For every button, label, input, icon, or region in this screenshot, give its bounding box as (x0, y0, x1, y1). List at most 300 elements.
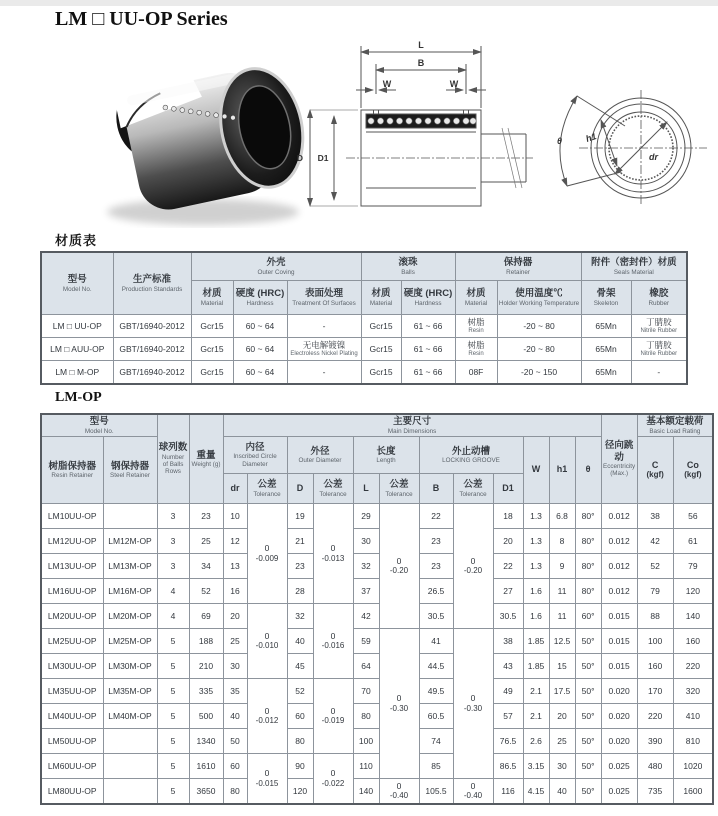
table-cell: - (287, 315, 361, 338)
table-cell: 0.020 (601, 704, 637, 729)
table-cell: -20 ~ 80 (497, 315, 581, 338)
table-cell: 116 (493, 779, 523, 805)
table-cell: LM □ M-OP (41, 361, 113, 385)
col-header-B: B (419, 474, 453, 504)
table-cell: 80 (353, 704, 379, 729)
table-row (41, 315, 687, 338)
table-cell: LM60UU-OP (41, 754, 103, 779)
table-cell: Gcr15 (191, 315, 233, 338)
table-cell: 5 (157, 679, 189, 704)
table-cell: 80° (575, 529, 601, 554)
table-cell: 19 (287, 504, 313, 529)
dim-label-D1: D1 (317, 153, 329, 163)
table-row (41, 529, 713, 554)
table-cell: 65Mn (581, 315, 631, 338)
table-cell: LM12UU-OP (41, 529, 103, 554)
table-cell: 49 (493, 679, 523, 704)
table-cell: LM16UU-OP (41, 579, 103, 604)
table-cell: 0 -0.20 (379, 504, 419, 629)
table-cell: 90 (287, 754, 313, 779)
col-header-skeleton: 骨架 Skeleton (581, 281, 631, 315)
col-header-surface: 表面处理 Treatment Of Surfaces (287, 281, 361, 315)
table-cell: Gcr15 (361, 361, 401, 385)
dim-label-W-left: W (382, 79, 392, 89)
table-cell: 52 (189, 579, 223, 604)
table-cell: 23 (419, 529, 453, 554)
table-cell: 61 ~ 66 (401, 338, 455, 361)
table-cell: 22 (419, 504, 453, 529)
col-header-resin-retainer: 树脂保持器 Resin Retainer (41, 437, 103, 504)
table-cell: 0 -0.40 (453, 779, 493, 805)
col-header-L-tolerance: 公差 Tolerance (379, 474, 419, 504)
page-top-edge (0, 0, 718, 6)
table-cell: 25 (223, 629, 247, 654)
table-cell: - (631, 361, 687, 385)
table-cell: 0 -0.30 (453, 629, 493, 779)
table-cell: -20 ~ 80 (497, 338, 581, 361)
table-cell: 2.1 (523, 704, 549, 729)
table-cell: 61 ~ 66 (401, 361, 455, 385)
table-cell: 1.3 (523, 554, 549, 579)
col-header-h1: h1 (549, 437, 575, 504)
table-cell: 220 (637, 704, 673, 729)
table-cell: 0.012 (601, 554, 637, 579)
col-header-dr-tolerance: 公差 Tolerance (247, 474, 287, 504)
photo-shadow (107, 199, 299, 225)
table-cell: 1600 (673, 779, 713, 805)
table-cell: 4 (157, 579, 189, 604)
table-row (41, 754, 713, 779)
table-cell: 26.5 (419, 579, 453, 604)
table-cell: 79 (673, 554, 713, 579)
table-cell: GBT/16940-2012 (113, 338, 191, 361)
table-cell: 37 (353, 579, 379, 604)
table-cell: 0.020 (601, 679, 637, 704)
col-header-C: C (kgf) (637, 437, 673, 504)
table-cell: 5 (157, 779, 189, 805)
table-cell: 6.8 (549, 504, 575, 529)
col-group-locking-groove: 外止动槽 LOCKING GROOVE (419, 437, 523, 474)
table-cell: 29 (353, 504, 379, 529)
table-cell: 59 (353, 629, 379, 654)
table-cell: 30 (223, 654, 247, 679)
table-cell: 3.15 (523, 754, 549, 779)
col-header-ball-hardness: 硬度 (HRC) Hardness (401, 281, 455, 315)
table-cell: 60 ~ 64 (233, 361, 287, 385)
table-cell: 120 (287, 779, 313, 805)
table-cell: 0 -0.20 (453, 504, 493, 629)
table-cell: 60 ~ 64 (233, 315, 287, 338)
dim-label-h1: h1 (584, 131, 598, 144)
table-row (41, 729, 713, 754)
col-group-seals: 附件（密封件）材质 Seals Material (581, 252, 687, 281)
table-cell: 32 (287, 604, 313, 629)
table-cell: LM80UU-OP (41, 779, 103, 805)
table-cell: 170 (637, 679, 673, 704)
table-cell: 80 (223, 779, 247, 805)
table-cell: 85 (419, 754, 453, 779)
table-cell: 0 -0.016 (313, 604, 353, 679)
side-view-drawing (288, 38, 543, 228)
table-cell: 5 (157, 654, 189, 679)
table-cell: 34 (189, 554, 223, 579)
table-cell: 60° (575, 604, 601, 629)
table-cell: 320 (673, 679, 713, 704)
table-cell: 20 (549, 704, 575, 729)
table-cell: 1340 (189, 729, 223, 754)
table-cell: 0.012 (601, 504, 637, 529)
table-cell: 树脂 Resin (455, 315, 497, 338)
table-cell: 3 (157, 554, 189, 579)
table-cell: LM16M-OP (103, 579, 157, 604)
table-cell: LM30M-OP (103, 654, 157, 679)
table-cell: LM12M-OP (103, 529, 157, 554)
table-cell: 50° (575, 754, 601, 779)
table-cell: LM13UU-OP (41, 554, 103, 579)
table-cell: 树脂 Resin (455, 338, 497, 361)
table-cell: 44.5 (419, 654, 453, 679)
table-cell: 21 (287, 529, 313, 554)
col-header-D1: D1 (493, 474, 523, 504)
table-cell: LM40M-OP (103, 704, 157, 729)
table-cell: 50° (575, 704, 601, 729)
table-cell: GBT/16940-2012 (113, 315, 191, 338)
table-cell: 11 (549, 579, 575, 604)
col-header-steel-retainer: 钢保持器 Steel Retainer (103, 437, 157, 504)
table-cell: 50° (575, 779, 601, 805)
table-cell: 45 (287, 654, 313, 679)
table-cell: 80° (575, 579, 601, 604)
table-cell: LM25M-OP (103, 629, 157, 654)
table-cell: 0.015 (601, 654, 637, 679)
col-header-D-tolerance: 公差 Tolerance (313, 474, 353, 504)
table-cell (103, 729, 157, 754)
table-cell: 86.5 (493, 754, 523, 779)
table-cell: 38 (493, 629, 523, 654)
table-cell: 8 (549, 529, 575, 554)
table-cell: 160 (673, 629, 713, 654)
table-cell: 11 (549, 604, 575, 629)
table-cell: 22 (493, 554, 523, 579)
table-cell: 69 (189, 604, 223, 629)
table-row (41, 704, 713, 729)
table-cell: 25 (189, 529, 223, 554)
table-row (41, 629, 713, 654)
table-cell: -20 ~ 150 (497, 361, 581, 385)
table-cell: LM25UU-OP (41, 629, 103, 654)
table-cell: 110 (353, 754, 379, 779)
dim-label-dr: dr (649, 152, 658, 162)
table-cell: 50° (575, 679, 601, 704)
table-cell: 0 -0.40 (379, 779, 419, 805)
table-cell: 60 ~ 64 (233, 338, 287, 361)
table-cell: 50° (575, 654, 601, 679)
table-cell: 1.85 (523, 629, 549, 654)
table-cell: Gcr15 (361, 338, 401, 361)
col-header-eccentricity: 径向跳动 Eccentricity (Max.) (601, 414, 637, 504)
table-row (41, 338, 687, 361)
table-cell: 0 -0.009 (247, 504, 287, 604)
table-cell: LM40UU-OP (41, 704, 103, 729)
table-cell: LM35UU-OP (41, 679, 103, 704)
table-cell: 20 (493, 529, 523, 554)
table-cell: 480 (637, 754, 673, 779)
table-cell: 4.15 (523, 779, 549, 805)
col-header-weight: 重量 Weight (g) (189, 414, 223, 504)
table-cell: 52 (287, 679, 313, 704)
table-cell: 100 (637, 629, 673, 654)
dim-label-D: D (296, 153, 304, 163)
table-cell: GBT/16940-2012 (113, 361, 191, 385)
col-header-standard: 生产标准 Production Standards (113, 252, 191, 315)
table-cell: 40 (549, 779, 575, 805)
table-cell: 42 (353, 604, 379, 629)
page-title: LM □ UU-OP Series (55, 8, 228, 30)
table-cell: 25 (549, 729, 575, 754)
table-cell: 28 (287, 579, 313, 604)
col-header-ball-rows: 球列数 Number of Balls Rows (157, 414, 189, 504)
table-cell: 735 (637, 779, 673, 805)
table-row (41, 554, 713, 579)
table-cell: 140 (673, 604, 713, 629)
col-header-B-tolerance: 公差 Tolerance (453, 474, 493, 504)
table-cell: 12.5 (549, 629, 575, 654)
table-cell: LM13M-OP (103, 554, 157, 579)
table-cell: 60.5 (419, 704, 453, 729)
table-cell: 23 (189, 504, 223, 529)
material-table-heading: 材质表 (55, 233, 98, 248)
table-cell: 76.5 (493, 729, 523, 754)
table-cell: 1.6 (523, 579, 549, 604)
table-cell: 2.1 (523, 679, 549, 704)
table-cell: 0 -0.019 (313, 679, 353, 754)
table-cell: LM □ AUU-OP (41, 338, 113, 361)
table-row (41, 654, 713, 679)
dim-label-B: B (417, 58, 425, 68)
table-cell: 9 (549, 554, 575, 579)
table-cell: 5 (157, 754, 189, 779)
table-cell: 88 (637, 604, 673, 629)
col-header-Co: Co (kgf) (673, 437, 713, 504)
table-cell: 23 (419, 554, 453, 579)
table-cell: 0.025 (601, 779, 637, 805)
table-cell: 30 (549, 754, 575, 779)
table-cell: 60 (223, 754, 247, 779)
table-cell: 140 (353, 779, 379, 805)
col-header-outer-hardness: 硬度 (HRC) Hardness (233, 281, 287, 315)
table-cell: 210 (189, 654, 223, 679)
table-cell: 43 (493, 654, 523, 679)
table-cell: 1610 (189, 754, 223, 779)
col-header-outer-material: 材质 Material (191, 281, 233, 315)
end-view-drawing (553, 86, 715, 208)
table-cell: 64 (353, 654, 379, 679)
table-cell: 0 -0.012 (247, 679, 287, 754)
table-cell: 120 (673, 579, 713, 604)
table-cell: Gcr15 (191, 361, 233, 385)
table-cell: 0.015 (601, 629, 637, 654)
table-cell: 12 (223, 529, 247, 554)
table-cell: 80° (575, 504, 601, 529)
table-cell: 61 (673, 529, 713, 554)
table-cell: 0 -0.022 (313, 754, 353, 805)
col-header-L: L (353, 474, 379, 504)
col-group-outer-diameter: 外径 Outer Diameter (287, 437, 353, 474)
table-cell: LM30UU-OP (41, 654, 103, 679)
col-header-W: W (523, 437, 549, 504)
col-group-balls: 滚珠 Balls (361, 252, 455, 281)
table-cell: 335 (189, 679, 223, 704)
col-group-length: 长度 Length (353, 437, 419, 474)
table-cell: 30.5 (493, 604, 523, 629)
table-cell: 3 (157, 504, 189, 529)
col-header-ball-material: 材质 Material (361, 281, 401, 315)
table-cell (103, 754, 157, 779)
col-header-rubber: 橡胶 Rubber (631, 281, 687, 315)
table-cell: 13 (223, 554, 247, 579)
table-cell: 105.5 (419, 779, 453, 805)
table-cell: 2.6 (523, 729, 549, 754)
table-row (41, 361, 687, 385)
table-cell: 丁腈胶 Nitrile Rubber (631, 338, 687, 361)
table-cell: 0.012 (601, 579, 637, 604)
table-cell: 390 (637, 729, 673, 754)
col-header-retainer-material: 材质 Material (455, 281, 497, 315)
col-header-D: D (287, 474, 313, 504)
table-cell: 65Mn (581, 361, 631, 385)
table-cell: 80° (575, 554, 601, 579)
table-cell: 61 ~ 66 (401, 315, 455, 338)
table-cell: 32 (353, 554, 379, 579)
table-cell: 410 (673, 704, 713, 729)
table-cell: 0.012 (601, 529, 637, 554)
table-cell: 40 (287, 629, 313, 654)
table-cell: 41 (419, 629, 453, 654)
table-cell: 74 (419, 729, 453, 754)
table-cell: 0.020 (601, 729, 637, 754)
table-cell: 810 (673, 729, 713, 754)
table-cell: 65Mn (581, 338, 631, 361)
table-cell: 5 (157, 629, 189, 654)
table-cell: 18 (493, 504, 523, 529)
table-cell: 丁腈胶 Nitrile Rubber (631, 315, 687, 338)
table-cell: 0 -0.013 (313, 504, 353, 604)
table-cell: 52 (637, 554, 673, 579)
table-cell: 08F (455, 361, 497, 385)
table-cell: LM20M-OP (103, 604, 157, 629)
table-cell: 0 -0.015 (247, 754, 287, 805)
table-cell: 56 (673, 504, 713, 529)
table-cell: 30 (353, 529, 379, 554)
dim-label-theta: θ (557, 136, 563, 146)
table-cell: 50 (223, 729, 247, 754)
table-cell: - (287, 361, 361, 385)
table-cell: 38 (637, 504, 673, 529)
table-row (41, 604, 713, 629)
lmop-table-body (41, 504, 713, 805)
table-cell: 0 -0.010 (247, 604, 287, 679)
table-cell: 4 (157, 604, 189, 629)
table-cell: 79 (637, 579, 673, 604)
col-group-model: 型号 Model No. (41, 414, 157, 437)
bearing-body (107, 45, 314, 217)
table-cell: 35 (223, 679, 247, 704)
table-cell: Gcr15 (361, 315, 401, 338)
table-cell: 500 (189, 704, 223, 729)
table-cell: 0.015 (601, 604, 637, 629)
table-cell: LM10UU-OP (41, 504, 103, 529)
table-row (41, 779, 713, 805)
table-cell: 1020 (673, 754, 713, 779)
table-cell: 188 (189, 629, 223, 654)
material-table-body (41, 315, 687, 385)
table-cell: 27 (493, 579, 523, 604)
table-cell: 5 (157, 704, 189, 729)
table-cell: 无电解镀镍 Electroless Nickel Plating (287, 338, 361, 361)
table-cell: LM20UU-OP (41, 604, 103, 629)
col-header-temperature: 使用温度℃ Holder Working Temperature (497, 281, 581, 315)
table-cell: 23 (287, 554, 313, 579)
col-group-basic-load: 基本额定载荷 Basic Load Rating (637, 414, 713, 437)
table-cell: 220 (673, 654, 713, 679)
dim-label-L: L (418, 40, 424, 50)
table-cell: 1.6 (523, 604, 549, 629)
table-cell: 30.5 (419, 604, 453, 629)
table-cell: 0.025 (601, 754, 637, 779)
table-row (41, 504, 713, 529)
table-cell: 42 (637, 529, 673, 554)
table-cell: LM □ UU-OP (41, 315, 113, 338)
table-cell: 3650 (189, 779, 223, 805)
table-cell: 3 (157, 529, 189, 554)
col-group-retainer: 保持器 Retainer (455, 252, 581, 281)
dim-label-W-right: W (449, 79, 459, 89)
table-cell: 57 (493, 704, 523, 729)
material-table (40, 251, 688, 385)
table-cell: 15 (549, 654, 575, 679)
table-cell: 80 (287, 729, 313, 754)
table-cell: 70 (353, 679, 379, 704)
table-cell: 50° (575, 729, 601, 754)
table-cell: 40 (223, 704, 247, 729)
table-cell: 1.3 (523, 529, 549, 554)
col-group-inner-diameter: 内径 Inscribed Circle Diameter (223, 437, 287, 474)
table-cell: 60 (287, 704, 313, 729)
table-cell (103, 779, 157, 805)
table-cell: Gcr15 (191, 338, 233, 361)
table-cell: LM35M-OP (103, 679, 157, 704)
table-cell: LM50UU-OP (41, 729, 103, 754)
col-header-theta: θ (575, 437, 601, 504)
col-group-main-dimensions: 主要尺寸 Main Dimensions (223, 414, 601, 437)
table-cell: 20 (223, 604, 247, 629)
table-cell: 16 (223, 579, 247, 604)
lmop-table-heading: LM-OP (55, 390, 102, 405)
table-cell: 50° (575, 629, 601, 654)
table-cell: 49.5 (419, 679, 453, 704)
table-cell: 1.85 (523, 654, 549, 679)
table-cell: 0 -0.30 (379, 629, 419, 779)
table-cell: 5 (157, 729, 189, 754)
table-cell: 1.3 (523, 504, 549, 529)
lmop-table (40, 413, 714, 805)
table-cell: 100 (353, 729, 379, 754)
table-row (41, 679, 713, 704)
col-header-dr: dr (223, 474, 247, 504)
col-header-model: 型号 Model No. (41, 252, 113, 315)
table-cell: 160 (637, 654, 673, 679)
table-cell: 10 (223, 504, 247, 529)
